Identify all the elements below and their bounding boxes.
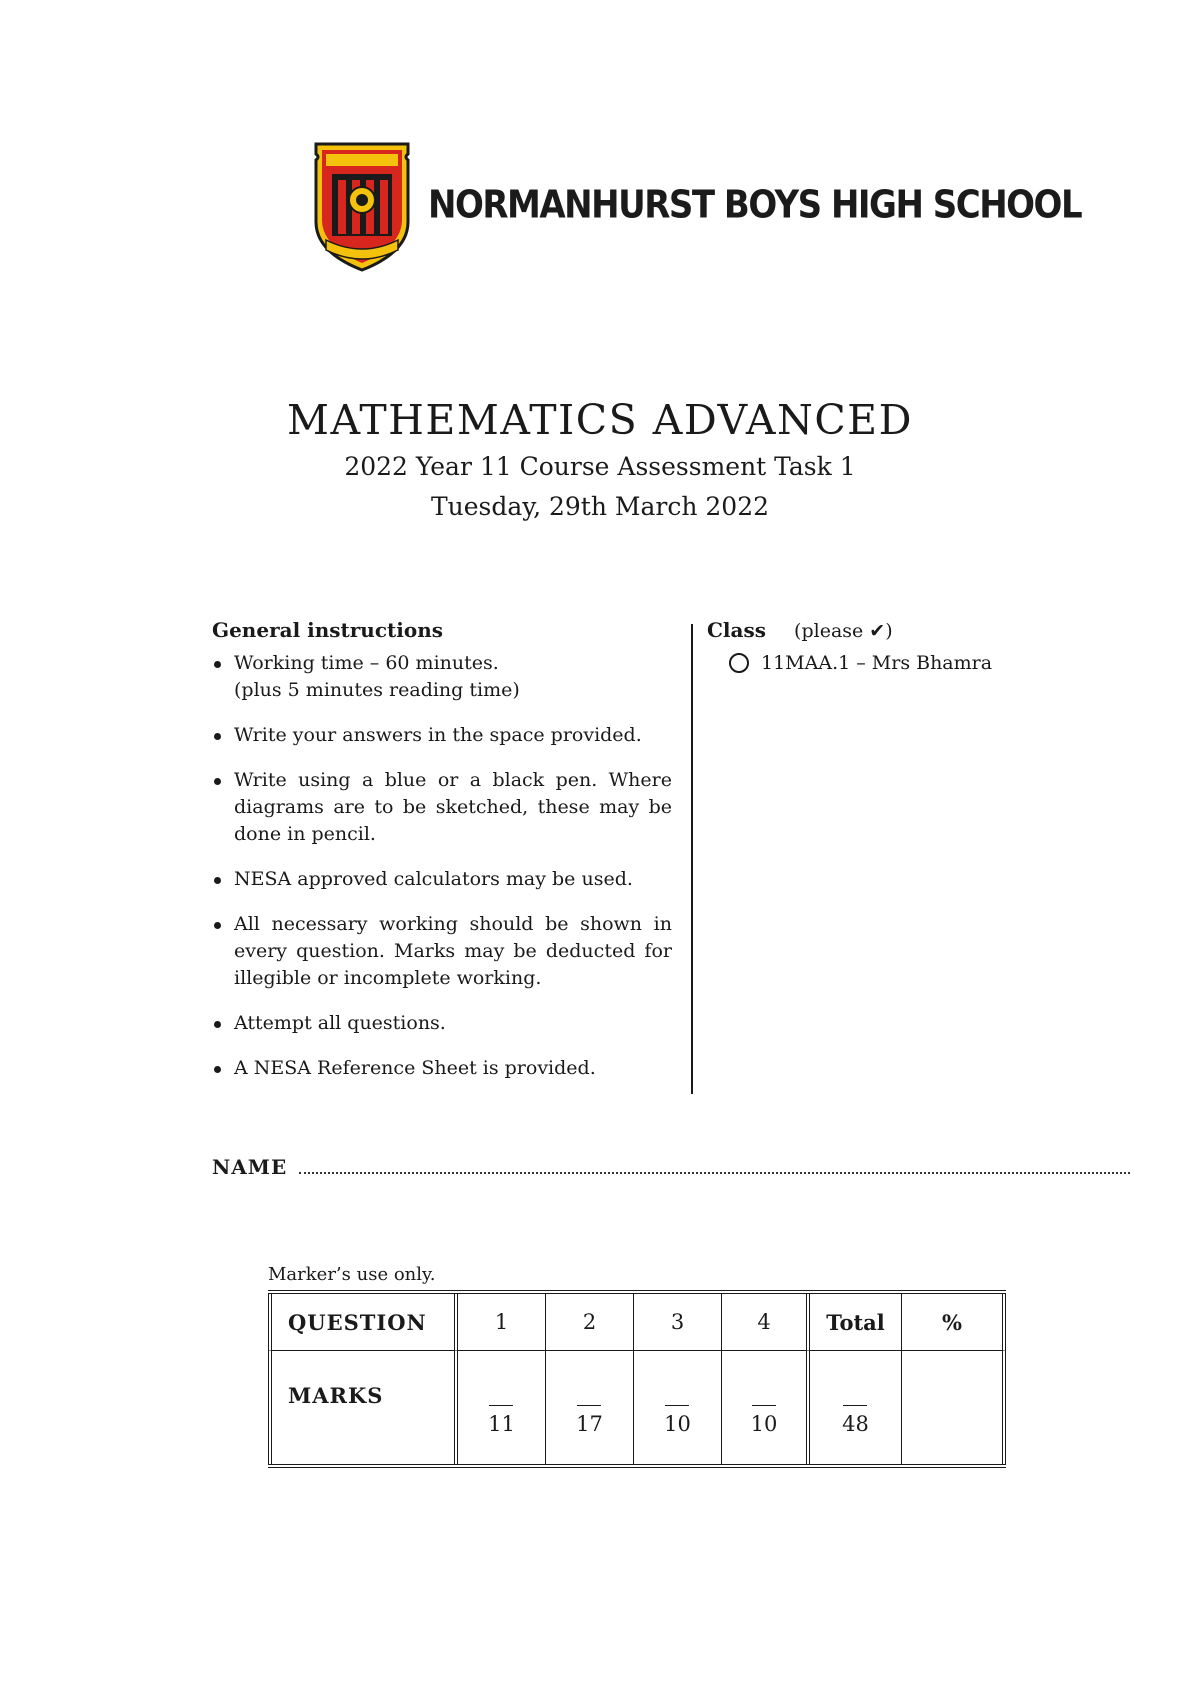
instruction-text: All necessary working should be shown in every question. Marks may be deducted for illegible or incomplete working.: [234, 913, 672, 989]
mark-fraction: [488, 1405, 515, 1437]
max-mark: 11: [488, 1412, 515, 1437]
bullet-icon: [214, 922, 221, 929]
marks-cell[interactable]: [634, 1351, 722, 1464]
instruction-item: [212, 1055, 672, 1082]
instruction-text: Write your answers in the space provided.: [234, 724, 642, 746]
instruction-item: [212, 722, 672, 749]
instruction-text: Attempt all questions.: [234, 1012, 446, 1034]
name-field: [212, 1155, 1130, 1179]
instruction-item: [212, 1010, 672, 1037]
question-number: 2: [546, 1294, 634, 1351]
max-mark: 17: [576, 1412, 603, 1437]
class-option-label: 11MAA.1 – Mrs Bhamra: [761, 652, 993, 674]
question-number: 3: [634, 1294, 722, 1351]
instructions-list: [212, 650, 672, 1082]
total-max-mark: 48: [842, 1412, 869, 1437]
bullet-icon: [214, 661, 221, 668]
radio-circle-icon[interactable]: [729, 653, 749, 673]
percent-cell[interactable]: [902, 1351, 1006, 1464]
max-mark: 10: [664, 1412, 691, 1437]
instruction-item: [212, 911, 672, 992]
title-block: [0, 395, 1200, 525]
school-name: NORMANHURST BOYS HIGH SCHOOL: [428, 182, 1082, 228]
marks-cell[interactable]: [546, 1351, 634, 1464]
max-mark: 10: [750, 1412, 778, 1437]
instruction-item: [212, 650, 672, 704]
marks-header: [268, 1351, 458, 1464]
exam-subtitle: 2022 Year 11 Course Assessment Task 1: [344, 452, 856, 481]
instruction-text: Write using a blue or a black pen. Where diagrams are to be sketched, these may be done in pencil.: [234, 769, 672, 845]
marker-note: Marker’s use only.: [268, 1264, 436, 1285]
instruction-text: A NESA Reference Sheet is provided.: [234, 1057, 596, 1079]
class-option[interactable]: [729, 652, 1007, 674]
instruction-text: NESA approved calculators may be used.: [234, 868, 633, 890]
instruction-text: Working time – 60 minutes.: [234, 652, 499, 674]
class-hint: (please ✔): [794, 620, 893, 642]
exam-date: Tuesday, 29th March 2022: [430, 492, 770, 521]
total-header: Total: [810, 1294, 902, 1351]
marks-label: MARKS: [288, 1383, 384, 1408]
class-heading: [707, 618, 1007, 642]
instructions-heading: General instructions: [212, 618, 443, 642]
bullet-icon: [214, 733, 221, 740]
column-divider: [691, 624, 693, 1094]
question-header: QUESTION: [268, 1294, 458, 1351]
marks-cell[interactable]: [722, 1351, 810, 1464]
class-label: Class: [707, 618, 766, 642]
school-crest-icon: [312, 140, 412, 274]
mark-fraction: [842, 1405, 869, 1437]
total-cell[interactable]: [810, 1351, 902, 1464]
question-number: 4: [722, 1294, 810, 1351]
name-input-line[interactable]: [299, 1156, 1130, 1174]
table-row: [268, 1351, 1006, 1464]
mark-fraction: [576, 1405, 603, 1437]
instruction-note: (plus 5 minutes reading time): [234, 679, 520, 701]
fraction-bar: [489, 1405, 513, 1407]
fraction-bar: [665, 1405, 689, 1407]
bullet-icon: [214, 778, 221, 785]
mark-fraction: [664, 1405, 691, 1437]
percent-header: %: [902, 1294, 1006, 1351]
exam-title: MATHEMATICS ADVANCED: [286, 396, 913, 444]
name-label: NAME: [212, 1155, 288, 1179]
bullet-icon: [214, 877, 221, 884]
instruction-item: [212, 767, 672, 848]
mark-fraction: [751, 1405, 778, 1437]
bullet-icon: [214, 1021, 221, 1028]
class-selection: [707, 618, 1007, 674]
marks-cell[interactable]: [458, 1351, 546, 1464]
fraction-bar: [752, 1405, 776, 1407]
fraction-bar: [843, 1405, 867, 1407]
table-row: [268, 1294, 1006, 1351]
question-number: 1: [458, 1294, 546, 1351]
marks-table: [268, 1290, 1006, 1468]
fraction-bar: [577, 1405, 601, 1407]
instruction-item: [212, 866, 672, 893]
bullet-icon: [214, 1066, 221, 1073]
general-instructions: [212, 618, 672, 1100]
